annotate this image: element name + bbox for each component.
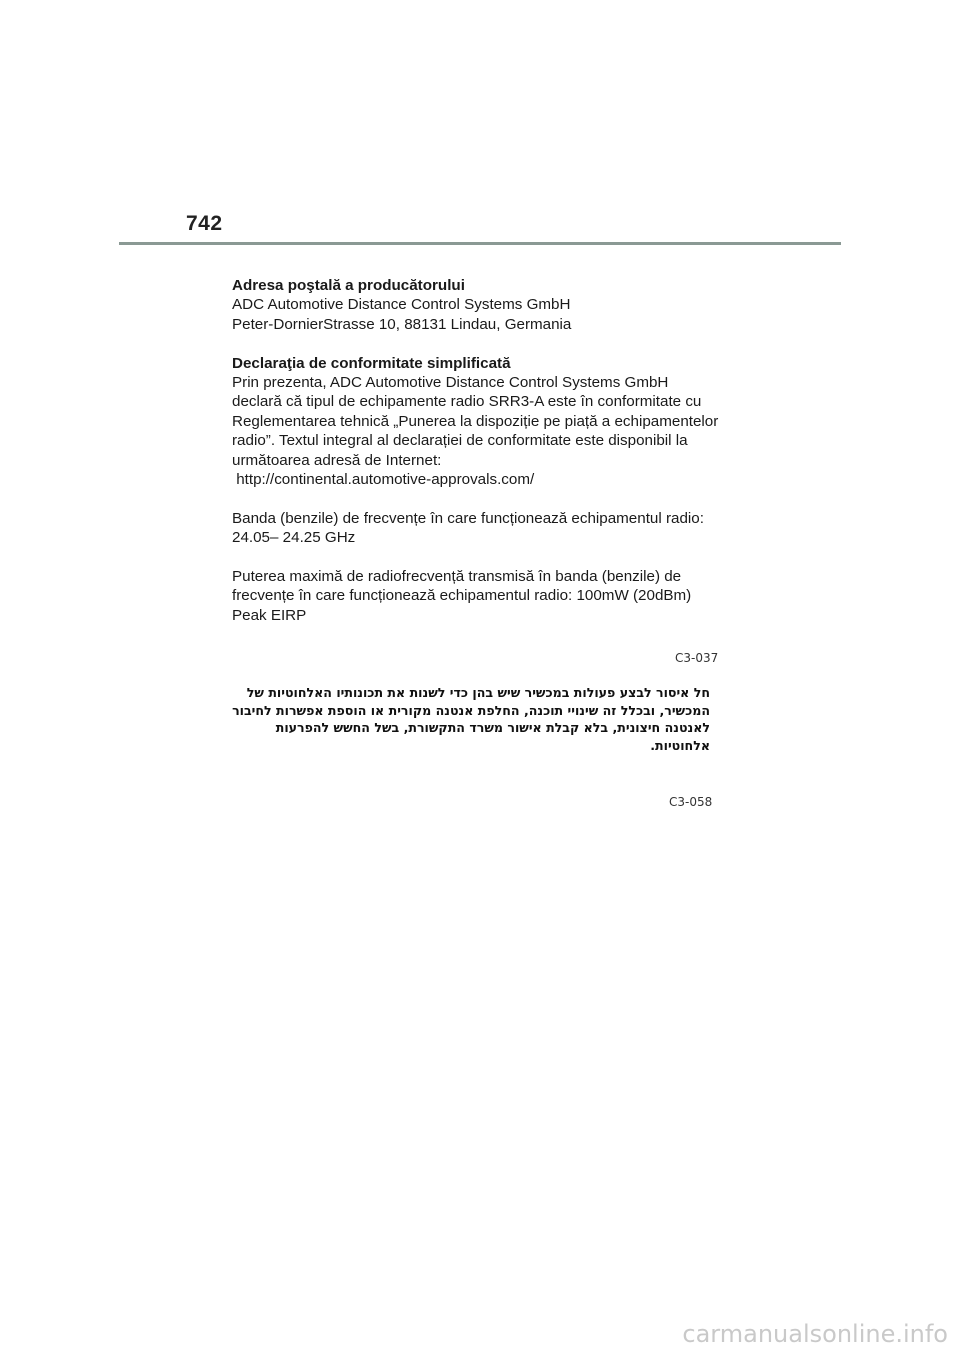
max-power-line: Puterea maximă de radiofrecvență transmisă în banda (benzile) de [232, 568, 682, 586]
hebrew-notice-line: לאנטנה חיצונית, בלא קבלת אישור משרד התקשורת, בשל החשש להפרעות [275, 720, 710, 735]
spacer [232, 489, 742, 508]
conformity-url: http://continental.automotive-approvals.com/ [232, 471, 535, 489]
manufacturer-street: Peter-DornierStrasse 10, 88131 Lindau, Germania [232, 315, 572, 333]
conformity-line: Reglementarea tehnică „Punerea la dispoziție pe piață a echipamentelor [232, 412, 719, 430]
manufacturer-address-heading: Adresa poştală a producătorului [232, 277, 465, 294]
hebrew-notice-line: חל איסור לבצע פעולות במכשיר שיש בהן כדי לשנות את תכונותיו האלחוטיות של [246, 685, 710, 700]
conformity-line: declară că tipul de echipamente radio SRR3-A este în conformitate cu [232, 393, 702, 411]
max-power-line: Peak EIRP [232, 606, 307, 624]
conformity-line: radio”. Textul integral al declarației de conformitate este disponibil la [232, 432, 688, 450]
hebrew-notice-line: המכשיר, ובכלל זה שינויי תוכנה, החלפת אנטנה מקורית או הוספת אפשרות לחיבור [232, 702, 710, 718]
conformity-line: Prin prezenta, ADC Automotive Distance Control Systems GmbH [232, 374, 669, 392]
frequency-band-line: Banda (benzile) de frecvențe în care funcționează echipamentul radio: [232, 509, 704, 527]
manufacturer-name: ADC Automotive Distance Control Systems GmbH [232, 296, 571, 314]
max-power-line: frecvențe în care funcționează echipamentul radio: 100mW (20dBm) [232, 587, 692, 605]
main-content [232, 276, 742, 625]
conformity-heading: Declaraţia de conformitate simplificată [232, 354, 511, 372]
watermark: carmanualsonline.info [682, 1320, 948, 1348]
hebrew-notice-line: אלחוטיות. [650, 737, 710, 753]
frequency-band-value: 24.05– 24.25 GHz [232, 529, 356, 547]
reference-code-c3-037: C3-037 [675, 651, 719, 665]
conformity-line: următoarea adresă de Internet: [232, 451, 442, 469]
header-divider [119, 242, 841, 245]
page-number: 742 [186, 212, 223, 235]
spacer [232, 548, 742, 567]
hebrew-notice [232, 684, 710, 754]
spacer [232, 334, 742, 353]
reference-code-c3-058: C3-058 [669, 795, 713, 809]
